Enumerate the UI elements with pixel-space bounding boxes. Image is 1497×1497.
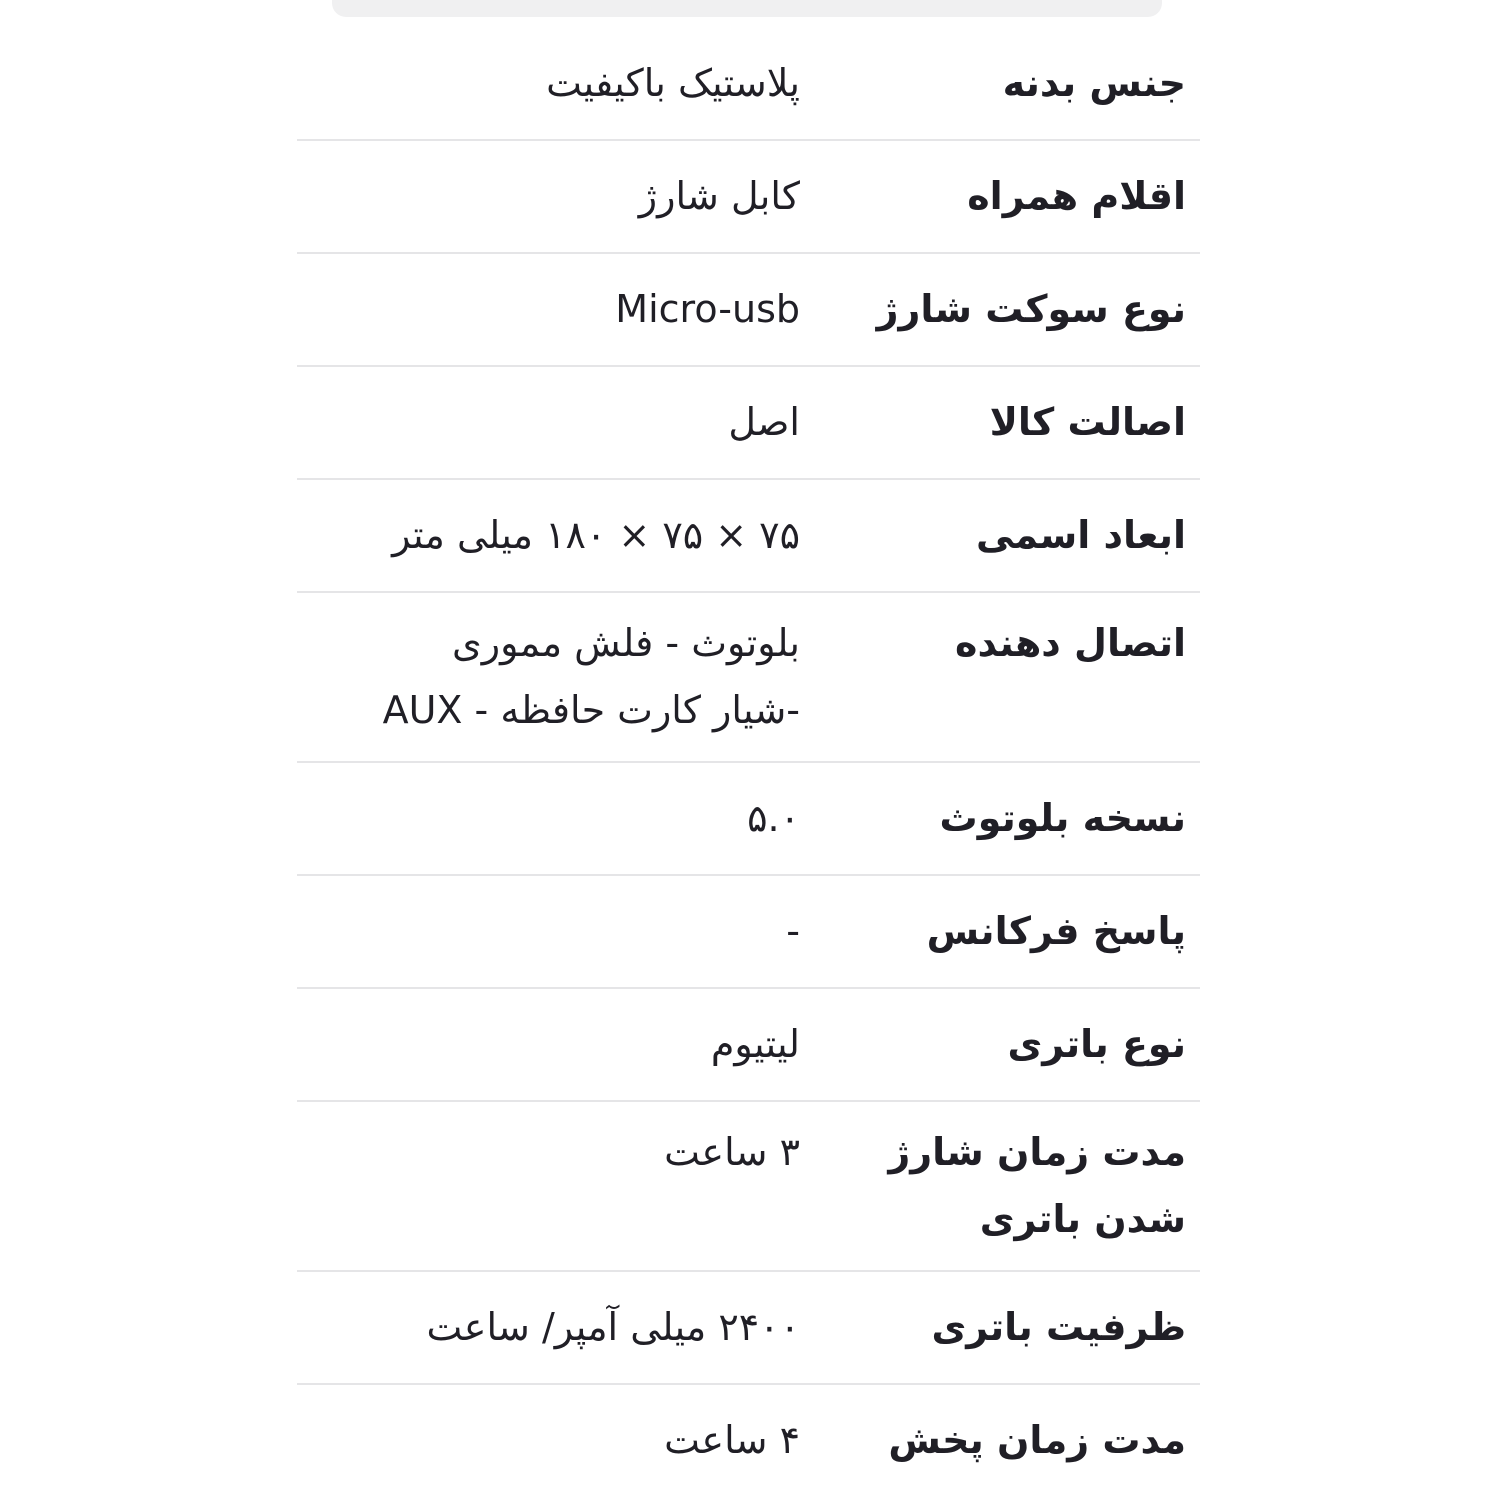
spec-table	[297, 28, 1200, 1496]
spec-label-line: اتصال دهنده	[955, 621, 1186, 665]
spec-value-line: ۵.۰	[747, 796, 800, 840]
spec-row	[297, 28, 1200, 141]
spec-label	[800, 502, 1186, 569]
spec-value	[311, 785, 800, 852]
spec-value-line: پلاستیک باکیفیت	[546, 61, 800, 105]
spec-value	[311, 163, 800, 230]
spec-label	[800, 50, 1186, 117]
spec-value	[311, 50, 800, 117]
spec-label-line: ظرفیت باتری	[931, 1305, 1186, 1349]
spec-label-line: جنس بدنه	[1002, 61, 1186, 105]
spec-value-line: -	[786, 909, 800, 953]
spec-value	[311, 276, 800, 343]
spec-row	[297, 763, 1200, 876]
spec-value-line: Micro-usb	[615, 287, 800, 331]
spec-label-line: پاسخ فرکانس	[926, 909, 1186, 953]
spec-label	[800, 785, 1186, 852]
spec-label-line: ابعاد اسمی	[975, 513, 1186, 557]
spec-value	[311, 502, 800, 569]
spec-label	[800, 389, 1186, 456]
spec-value	[311, 1294, 800, 1361]
spec-row	[297, 989, 1200, 1102]
spec-value	[311, 1407, 800, 1474]
spec-value-line: کابل شارژ	[638, 174, 800, 218]
spec-label-line: شدن باتری	[979, 1197, 1186, 1241]
spec-value	[311, 898, 800, 965]
spec-value-line: ۴ ساعت	[664, 1418, 800, 1462]
spec-value-line: بلوتوث - فلش مموری	[452, 621, 800, 665]
spec-label	[800, 276, 1186, 343]
spec-value-line: -شیار کارت حافظه - AUX	[382, 688, 800, 732]
spec-label	[800, 1294, 1186, 1361]
spec-row	[297, 1272, 1200, 1385]
spec-value-line: ۷۵ × ۷۵ × ۱۸۰ میلی متر	[392, 513, 800, 557]
spec-label	[800, 1011, 1186, 1078]
spec-value	[311, 1119, 800, 1186]
spec-value-line: اصل	[728, 400, 800, 444]
spec-label	[800, 1407, 1186, 1474]
spec-label-line: مدت زمان پخش	[888, 1418, 1186, 1462]
spec-label	[800, 163, 1186, 230]
spec-row	[297, 1102, 1200, 1272]
spec-row	[297, 593, 1200, 763]
spec-label-line: نوع باتری	[1007, 1022, 1186, 1066]
spec-row	[297, 254, 1200, 367]
top-pill	[332, 0, 1162, 17]
spec-label-line: مدت زمان شارژ	[888, 1130, 1186, 1174]
spec-label-line: نسخه بلوتوث	[939, 796, 1186, 840]
spec-row	[297, 480, 1200, 593]
spec-value-line: ۳ ساعت	[664, 1130, 800, 1174]
spec-label	[800, 898, 1186, 965]
spec-value-line: ۲۴۰۰ میلی آمپر/ ساعت	[426, 1305, 800, 1349]
spec-row	[297, 141, 1200, 254]
spec-value	[311, 1011, 800, 1078]
spec-value	[311, 610, 800, 744]
spec-value	[311, 389, 800, 456]
spec-label	[800, 610, 1186, 677]
spec-row	[297, 367, 1200, 480]
spec-row	[297, 1385, 1200, 1496]
spec-label-line: اقلام همراه	[967, 174, 1186, 218]
spec-row	[297, 876, 1200, 989]
spec-label	[800, 1119, 1186, 1253]
spec-value-line: لیتیوم	[710, 1022, 800, 1066]
spec-label-line: نوع سوکت شارژ	[876, 287, 1186, 331]
spec-label-line: اصالت کالا	[989, 400, 1186, 444]
